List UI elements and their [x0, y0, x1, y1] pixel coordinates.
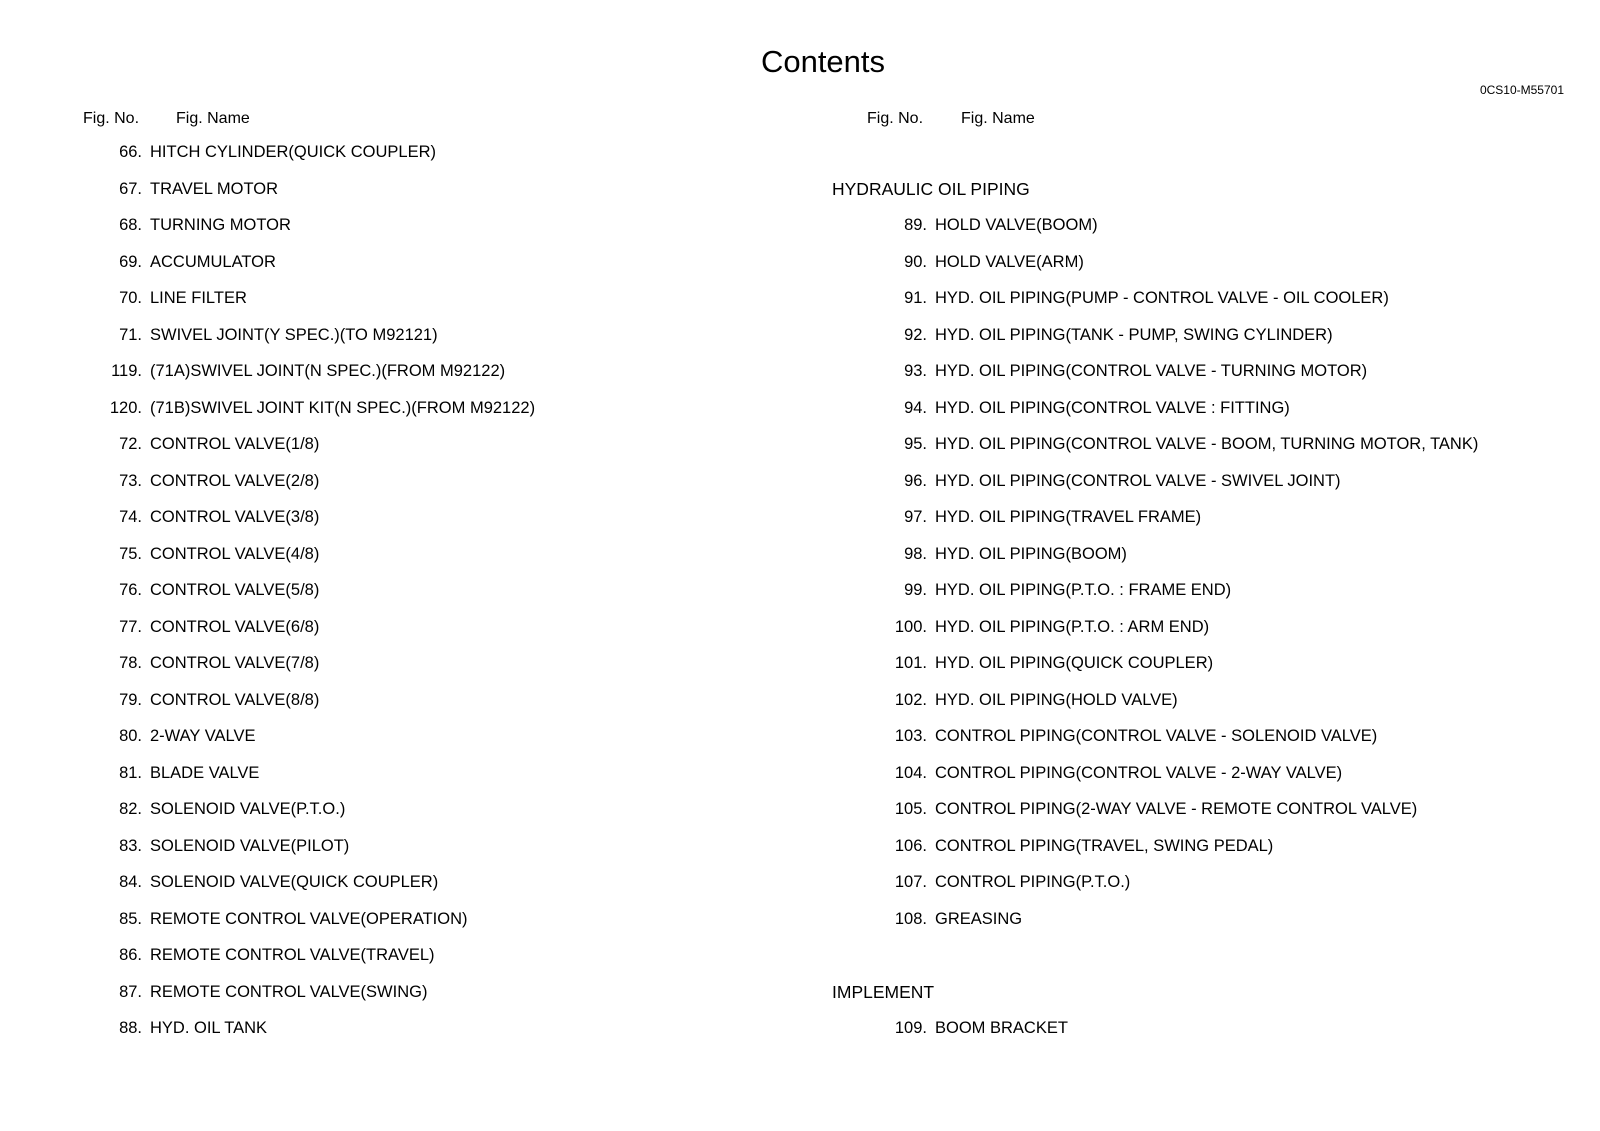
fig-name: SOLENOID VALVE(P.T.O.) — [150, 800, 346, 818]
fig-number: 67. — [119, 179, 142, 198]
fig-number: 72. — [119, 435, 142, 453]
contents-entry[interactable] — [0, 325, 820, 345]
fig-name-header: Fig. Name — [176, 110, 250, 127]
fig-name: CONTROL VALVE(7/8) — [150, 654, 320, 672]
fig-number: 71. — [119, 325, 142, 344]
fig-name: SWIVEL JOINT(Y SPEC.)(TO M92121) — [150, 325, 438, 344]
fig-name: HYD. OIL PIPING(CONTROL VALVE : FITTING) — [935, 398, 1290, 417]
fig-number: 94. — [904, 398, 927, 417]
contents-entry[interactable] — [0, 507, 820, 527]
fig-no-header: Fig. No. — [83, 110, 140, 127]
fig-number: 106. — [894, 836, 927, 855]
contents-entry[interactable] — [785, 1018, 1600, 1038]
fig-number: 105. — [894, 800, 927, 818]
fig-name: CONTROL PIPING(CONTROL VALVE - SOLENOID VALVE) — [935, 727, 1378, 745]
contents-entry[interactable] — [785, 726, 1600, 746]
contents-entry[interactable] — [0, 215, 820, 235]
fig-name: CONTROL VALVE(2/8) — [150, 471, 320, 490]
contents-entry[interactable] — [0, 471, 820, 491]
contents-entry[interactable] — [785, 763, 1600, 783]
fig-number: 109. — [894, 1019, 927, 1037]
fig-number: 82. — [119, 800, 142, 818]
fig-number: 91. — [904, 289, 927, 307]
fig-number: 93. — [904, 362, 927, 380]
contents-entry[interactable] — [785, 434, 1600, 454]
fig-number: 69. — [119, 252, 142, 271]
page-title: Contents — [760, 44, 886, 79]
contents-entry[interactable] — [0, 288, 820, 308]
contents-entry[interactable] — [0, 434, 820, 454]
fig-name: HYD. OIL PIPING(HOLD VALVE) — [935, 690, 1178, 709]
fig-number: 66. — [119, 143, 142, 161]
fig-number: 84. — [119, 873, 142, 891]
contents-entry[interactable] — [0, 142, 820, 162]
fig-name-header: Fig. Name — [961, 110, 1035, 127]
contents-entry[interactable] — [785, 653, 1600, 673]
contents-entry[interactable] — [785, 580, 1600, 600]
fig-number: 101. — [894, 654, 927, 672]
fig-number: 88. — [119, 1019, 142, 1037]
fig-number: 80. — [119, 727, 142, 745]
fig-number: 100. — [894, 617, 927, 636]
contents-entry[interactable] — [0, 726, 820, 746]
contents-entry[interactable] — [0, 361, 820, 381]
fig-number: 78. — [119, 654, 142, 672]
contents-entry[interactable] — [785, 471, 1600, 491]
fig-number: 96. — [904, 471, 927, 490]
contents-entry[interactable] — [785, 690, 1600, 710]
fig-number: 85. — [119, 909, 142, 928]
fig-name: REMOTE CONTROL VALVE(OPERATION) — [150, 909, 468, 928]
document-code: 0CS10-M55701 — [1479, 83, 1564, 97]
fig-number: 89. — [904, 216, 927, 234]
fig-name: CONTROL PIPING(P.T.O.) — [935, 873, 1131, 891]
contents-entry[interactable] — [0, 1018, 820, 1038]
fig-name: (71A)SWIVEL JOINT(N SPEC.)(FROM M92122) — [150, 362, 506, 380]
fig-number: 108. — [894, 909, 927, 928]
contents-entry[interactable] — [0, 763, 820, 783]
fig-name: LINE FILTER — [150, 289, 247, 307]
fig-name: CONTROL VALVE(6/8) — [150, 617, 320, 636]
fig-number: 104. — [894, 763, 927, 782]
contents-entry[interactable] — [0, 179, 820, 199]
contents-entry[interactable] — [0, 836, 820, 856]
contents-entry[interactable] — [0, 945, 820, 965]
fig-number: 102. — [894, 690, 927, 709]
fig-name: HYD. OIL PIPING(QUICK COUPLER) — [935, 654, 1214, 672]
fig-number: 73. — [119, 471, 142, 490]
fig-name: HITCH CYLINDER(QUICK COUPLER) — [150, 143, 437, 161]
fig-name: BLADE VALVE — [150, 763, 260, 782]
fig-name: (71B)SWIVEL JOINT KIT(N SPEC.)(FROM M92122) — [150, 398, 536, 417]
fig-name: CONTROL PIPING(2-WAY VALVE - REMOTE CONTROL VALVE) — [935, 800, 1418, 818]
contents-entry[interactable] — [0, 909, 820, 929]
fig-name: BOOM BRACKET — [935, 1019, 1068, 1037]
fig-number: 92. — [904, 325, 927, 344]
section-heading-hydraulic-oil-piping: HYDRAULIC OIL PIPING — [832, 178, 1030, 199]
fig-number: 87. — [119, 982, 142, 1001]
fig-number: 120. — [109, 398, 142, 417]
fig-number: 107. — [894, 873, 927, 891]
fig-number: 97. — [904, 508, 927, 526]
section-heading-implement: IMPLEMENT — [832, 981, 935, 1002]
fig-name: HYD. OIL PIPING(PUMP - CONTROL VALVE - OIL COOLER) — [935, 289, 1389, 307]
fig-name: CONTROL VALVE(8/8) — [150, 690, 320, 709]
fig-name: CONTROL VALVE(4/8) — [150, 544, 320, 563]
contents-entry[interactable] — [785, 544, 1600, 564]
contents-entry[interactable] — [785, 398, 1600, 418]
fig-name: CONTROL VALVE(5/8) — [150, 581, 320, 599]
fig-number: 77. — [119, 617, 142, 636]
contents-entry[interactable] — [0, 252, 820, 272]
fig-name: HYD. OIL TANK — [150, 1019, 268, 1037]
fig-number: 75. — [119, 544, 142, 563]
fig-name: REMOTE CONTROL VALVE(SWING) — [150, 982, 428, 1001]
fig-name: HYD. OIL PIPING(P.T.O. : ARM END) — [935, 617, 1210, 636]
contents-entry[interactable] — [785, 872, 1600, 892]
fig-name: HYD. OIL PIPING(CONTROL VALVE - BOOM, TURNING MOTOR, TANK) — [935, 435, 1479, 453]
fig-number: 98. — [904, 544, 927, 563]
contents-entry[interactable] — [0, 872, 820, 892]
fig-name: HYD. OIL PIPING(BOOM) — [935, 544, 1127, 563]
contents-entry[interactable] — [785, 617, 1600, 637]
fig-number: 76. — [119, 581, 142, 599]
fig-name: HYD. OIL PIPING(CONTROL VALVE - SWIVEL JOINT) — [935, 471, 1341, 490]
contents-entry[interactable] — [785, 252, 1600, 272]
fig-name: HOLD VALVE(ARM) — [935, 252, 1084, 271]
contents-entry[interactable] — [785, 909, 1600, 929]
fig-number: 70. — [119, 289, 142, 307]
fig-number: 90. — [904, 252, 927, 271]
fig-name: CONTROL PIPING(TRAVEL, SWING PEDAL) — [935, 836, 1274, 855]
fig-number: 74. — [119, 508, 142, 526]
fig-name: SOLENOID VALVE(PILOT) — [150, 836, 350, 855]
contents-entry[interactable] — [0, 580, 820, 600]
fig-name: HYD. OIL PIPING(P.T.O. : FRAME END) — [935, 581, 1232, 599]
contents-entry[interactable] — [0, 653, 820, 673]
contents-entry[interactable] — [785, 507, 1600, 527]
contents-entry[interactable] — [785, 288, 1600, 308]
contents-entry[interactable] — [785, 799, 1600, 819]
fig-number: 81. — [119, 763, 142, 782]
fig-name: CONTROL VALVE(3/8) — [150, 508, 320, 526]
contents-entry[interactable] — [0, 982, 820, 1002]
fig-name: TRAVEL MOTOR — [150, 179, 279, 198]
fig-name: SOLENOID VALVE(QUICK COUPLER) — [150, 873, 439, 891]
fig-name: 2-WAY VALVE — [150, 727, 256, 745]
fig-name: ACCUMULATOR — [150, 252, 276, 271]
contents-entry[interactable] — [0, 799, 820, 819]
fig-name: HOLD VALVE(BOOM) — [935, 216, 1098, 234]
fig-number: 103. — [894, 727, 927, 745]
contents-entry[interactable] — [0, 544, 820, 564]
fig-name: REMOTE CONTROL VALVE(TRAVEL) — [150, 946, 435, 964]
fig-name: HYD. OIL PIPING(TANK - PUMP, SWING CYLINDER) — [935, 325, 1333, 344]
contents-entry[interactable] — [785, 325, 1600, 345]
contents-entry[interactable] — [0, 690, 820, 710]
fig-name: CONTROL PIPING(CONTROL VALVE - 2-WAY VALVE) — [935, 763, 1343, 782]
fig-name: TURNING MOTOR — [150, 216, 291, 234]
fig-number: 68. — [119, 216, 142, 234]
fig-number: 79. — [119, 690, 142, 709]
fig-number: 86. — [119, 946, 142, 964]
fig-name: HYD. OIL PIPING(CONTROL VALVE - TURNING MOTOR) — [935, 362, 1368, 380]
fig-number: 83. — [119, 836, 142, 855]
fig-number: 95. — [904, 435, 927, 453]
fig-number: 119. — [111, 362, 142, 380]
fig-no-header: Fig. No. — [867, 110, 924, 127]
contents-entry[interactable] — [0, 398, 820, 418]
fig-name: HYD. OIL PIPING(TRAVEL FRAME) — [935, 508, 1202, 526]
fig-name: GREASING — [935, 909, 1023, 928]
fig-number: 99. — [904, 581, 927, 599]
contents-entry[interactable] — [0, 617, 820, 637]
contents-entry[interactable] — [785, 836, 1600, 856]
contents-entry[interactable] — [785, 361, 1600, 381]
contents-entry[interactable] — [785, 215, 1600, 235]
fig-name: CONTROL VALVE(1/8) — [150, 435, 320, 453]
